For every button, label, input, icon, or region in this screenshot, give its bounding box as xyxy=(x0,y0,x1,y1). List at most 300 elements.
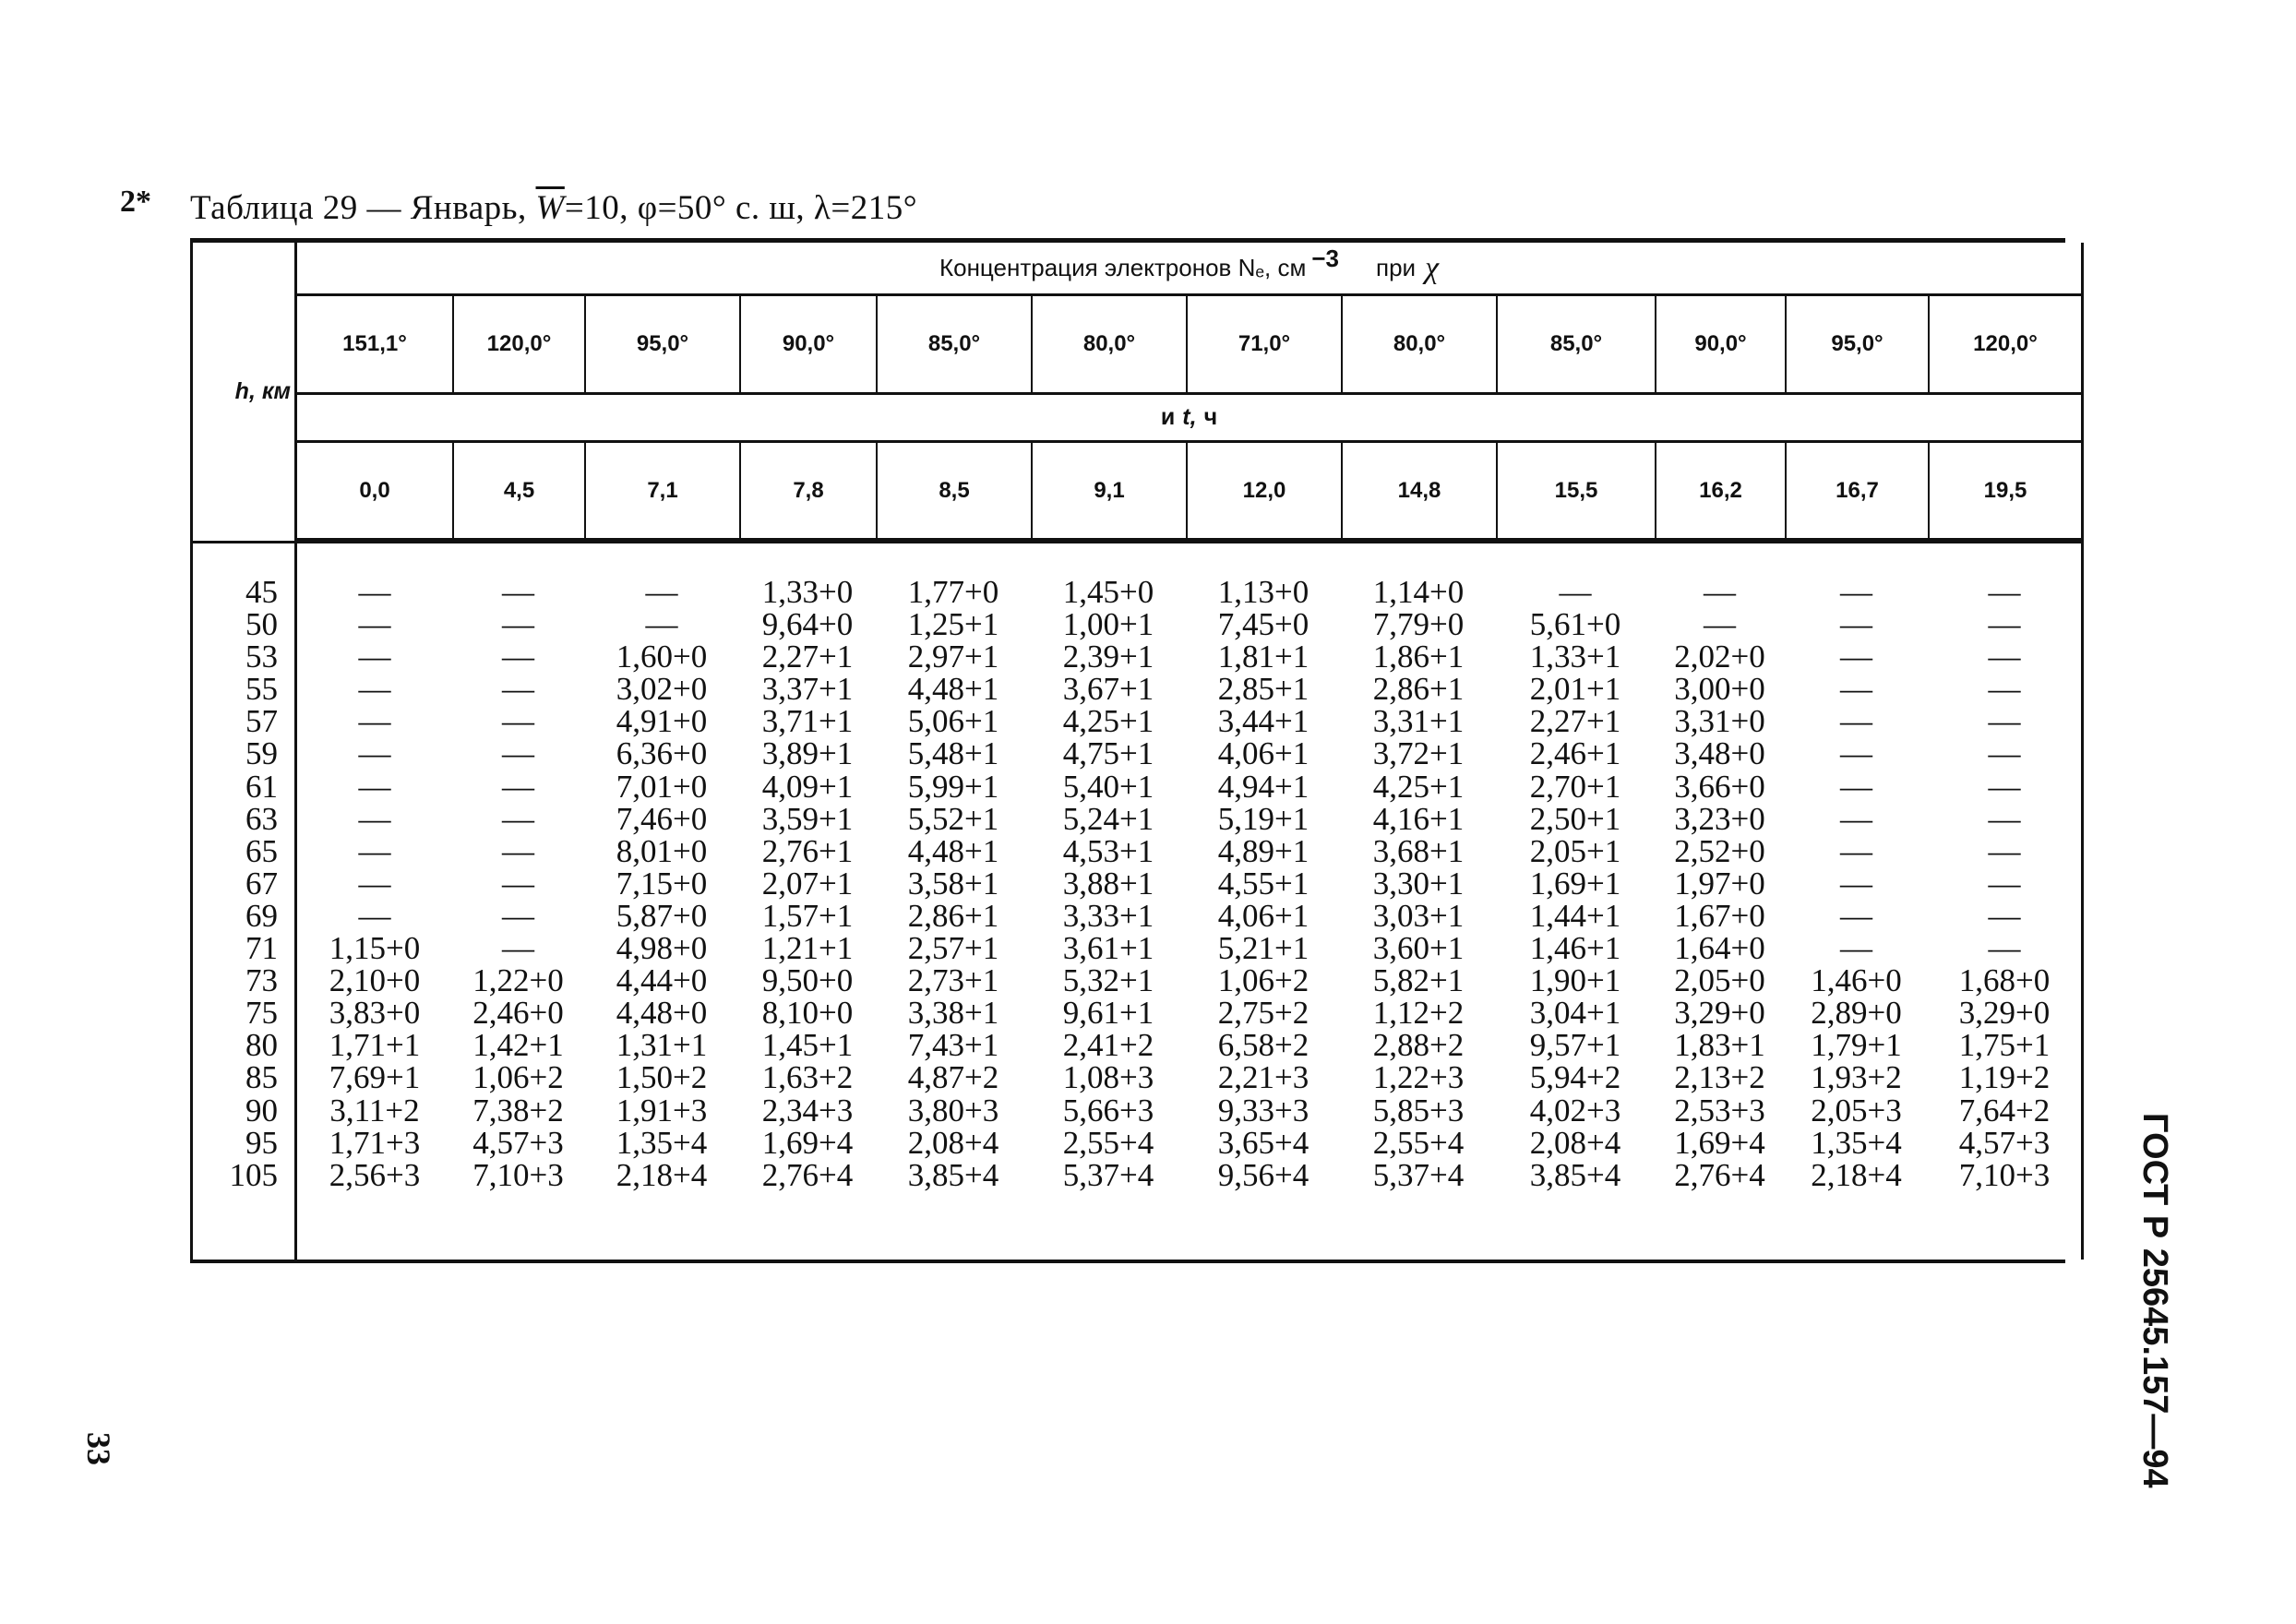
table-cell: 3,29+0 xyxy=(1674,995,1765,1032)
table-cell: 5,19+1 xyxy=(1217,800,1309,837)
table-cell: — xyxy=(358,606,391,643)
table-cell: 1,19+2 xyxy=(1958,1059,2051,1096)
page-number: 33 xyxy=(80,1432,117,1465)
table-cell: 2,86+1 xyxy=(907,897,999,934)
table-cell: 3,83+0 xyxy=(329,995,421,1032)
table-cell: — xyxy=(1988,639,2021,675)
table-cell: 1,35+4 xyxy=(1811,1124,1902,1161)
height-cell: 55 xyxy=(245,671,278,708)
time-header xyxy=(297,395,2084,443)
table-cell: 2,41+2 xyxy=(1062,1027,1154,1064)
table-cell: 4,98+0 xyxy=(616,930,708,967)
table-cell: 2,52+0 xyxy=(1674,832,1765,869)
table-cell: 5,87+0 xyxy=(616,897,708,934)
table-cell: 3,60+1 xyxy=(1372,930,1465,967)
table-cell: 4,25+1 xyxy=(1372,768,1465,805)
table-cell: — xyxy=(1988,865,2021,902)
table-cell: — xyxy=(1840,639,1872,675)
table-cell: 3,37+1 xyxy=(761,671,854,708)
table-cell: 7,64+2 xyxy=(1958,1092,2051,1128)
table-cell: 9,57+1 xyxy=(1529,1027,1621,1064)
table-cell: 2,01+1 xyxy=(1529,671,1621,708)
data-column xyxy=(452,576,584,1191)
table-cell: 3,58+1 xyxy=(907,865,999,902)
data-column xyxy=(1928,576,2084,1191)
concentration-exponent: −3 xyxy=(1311,245,1339,272)
time-header-cell: 7,1 xyxy=(584,443,739,541)
height-column-header: h, км xyxy=(190,243,297,541)
table-cell: 7,69+1 xyxy=(329,1059,421,1096)
data-column xyxy=(584,576,739,1191)
chi-header-cell: 151,1° xyxy=(297,296,452,395)
table-bottom-spacer xyxy=(190,1191,297,1260)
table-cell: 1,06+2 xyxy=(472,1059,564,1096)
table-cell: 1,71+1 xyxy=(329,1027,421,1064)
table-cell: 7,46+0 xyxy=(616,800,708,837)
table-cell: 4,53+1 xyxy=(1062,832,1154,869)
table-cell: 1,15+0 xyxy=(329,930,421,967)
table-cell: 7,79+0 xyxy=(1372,606,1465,643)
table-cell: 7,15+0 xyxy=(616,865,708,902)
time-header-cell: 4,5 xyxy=(452,443,584,541)
table-cell: 2,70+1 xyxy=(1529,768,1621,805)
table-cell: 9,50+0 xyxy=(761,962,854,999)
table-cell: 1,46+1 xyxy=(1529,930,1621,967)
table-cell: 1,25+1 xyxy=(907,606,999,643)
table-cell: — xyxy=(502,865,534,902)
data-column xyxy=(297,576,452,1191)
data-column xyxy=(876,576,1031,1191)
table-cell: 3,71+1 xyxy=(761,703,854,740)
table-cell: 5,06+1 xyxy=(907,703,999,740)
table-cell: 2,53+3 xyxy=(1674,1092,1765,1128)
height-cell: 53 xyxy=(245,639,278,675)
table-cell: 9,64+0 xyxy=(761,606,854,643)
height-cell: 67 xyxy=(245,865,278,902)
table-cell: 3,23+0 xyxy=(1674,800,1765,837)
table-cell: 9,61+1 xyxy=(1062,995,1154,1032)
table-cell: — xyxy=(1988,606,2021,643)
time-header-cell: 12,0 xyxy=(1186,443,1341,541)
table-cell: 3,67+1 xyxy=(1062,671,1154,708)
table-cell: 3,31+1 xyxy=(1372,703,1465,740)
table-cell: 1,90+1 xyxy=(1529,962,1621,999)
table-cell: 1,50+2 xyxy=(616,1059,708,1096)
table-cell: 3,65+4 xyxy=(1217,1124,1309,1161)
table-cell: 5,48+1 xyxy=(907,735,999,772)
table-cell: 4,48+1 xyxy=(907,671,999,708)
table-cell: 2,10+0 xyxy=(329,962,421,999)
table-cell: 3,80+3 xyxy=(907,1092,999,1128)
table-cell: 2,34+3 xyxy=(761,1092,854,1128)
table-cell: — xyxy=(1840,606,1872,643)
table-cell: 5,52+1 xyxy=(907,800,999,837)
table-cell: 6,58+2 xyxy=(1217,1027,1309,1064)
table-cell: — xyxy=(1559,574,1592,610)
data-column xyxy=(1496,576,1655,1191)
table-cell: — xyxy=(1704,574,1736,610)
table-cell: 4,06+1 xyxy=(1217,735,1309,772)
table-cell: 3,85+4 xyxy=(907,1156,999,1193)
height-cell: 95 xyxy=(245,1124,278,1161)
table-cell: 1,69+4 xyxy=(761,1124,854,1161)
table-cell: — xyxy=(1988,768,2021,805)
table-cell: 2,56+3 xyxy=(329,1156,421,1193)
table-cell: 7,10+3 xyxy=(1958,1156,2051,1193)
table-cell: — xyxy=(1988,930,2021,967)
and-label: и xyxy=(1160,404,1176,430)
header-body-gap xyxy=(297,541,2084,576)
time-header-cell: 16,7 xyxy=(1785,443,1928,541)
table-cell: 1,31+1 xyxy=(616,1027,708,1064)
table-cell: — xyxy=(645,574,678,610)
concentration-header xyxy=(297,243,2084,296)
table-cell: 4,09+1 xyxy=(761,768,854,805)
table-cell: 5,85+3 xyxy=(1372,1092,1465,1128)
table-cell: — xyxy=(1988,832,2021,869)
table-bottom-spacer xyxy=(297,1191,2084,1260)
chi-header-cell: 90,0° xyxy=(1655,296,1785,395)
table-cell: 7,38+2 xyxy=(472,1092,564,1128)
table-cell: 1,44+1 xyxy=(1529,897,1621,934)
height-cell: 80 xyxy=(245,1027,278,1064)
table-cell: 5,37+4 xyxy=(1062,1156,1154,1193)
table-cell: 7,01+0 xyxy=(616,768,708,805)
data-table xyxy=(190,238,2065,1263)
table-cell: 8,10+0 xyxy=(761,995,854,1032)
table-cell: 3,89+1 xyxy=(761,735,854,772)
table-title-prefix: Таблица 29 — Январь, xyxy=(190,189,536,227)
table-cell: 2,13+2 xyxy=(1674,1059,1765,1096)
table-cell: 3,00+0 xyxy=(1674,671,1765,708)
table-cell: 4,57+3 xyxy=(472,1124,564,1161)
height-column xyxy=(190,576,297,1191)
data-column xyxy=(1186,576,1341,1191)
table-cell: 3,48+0 xyxy=(1674,735,1765,772)
table-cell: 2,75+2 xyxy=(1217,995,1309,1032)
chi-header-cell: 95,0° xyxy=(1785,296,1928,395)
table-cell: 1,79+1 xyxy=(1811,1027,1902,1064)
table-cell: 5,94+2 xyxy=(1529,1059,1621,1096)
table-cell: 2,76+4 xyxy=(1674,1156,1765,1193)
table-cell: 3,33+1 xyxy=(1062,897,1154,934)
table-cell: — xyxy=(502,703,534,740)
table-cell: 3,85+4 xyxy=(1529,1156,1621,1193)
table-cell: 2,18+4 xyxy=(616,1156,708,1193)
table-cell: 7,43+1 xyxy=(907,1027,999,1064)
table-cell: 9,56+4 xyxy=(1217,1156,1309,1193)
table-cell: 3,02+0 xyxy=(616,671,708,708)
table-cell: 2,39+1 xyxy=(1062,639,1154,675)
table-cell: 3,88+1 xyxy=(1062,865,1154,902)
table-cell: 1,00+1 xyxy=(1062,606,1154,643)
table-cell: — xyxy=(1840,897,1872,934)
table-cell: 1,57+1 xyxy=(761,897,854,934)
table-cell: 2,27+1 xyxy=(1529,703,1621,740)
table-cell: 1,33+1 xyxy=(1529,639,1621,675)
hours-label: ч xyxy=(1203,404,1218,430)
time-header-cell: 9,1 xyxy=(1031,443,1186,541)
table-cell: 2,85+1 xyxy=(1217,671,1309,708)
chi-header-cell: 80,0° xyxy=(1031,296,1186,395)
height-cell: 45 xyxy=(245,574,278,610)
table-cell: 2,50+1 xyxy=(1529,800,1621,837)
table-cell: — xyxy=(358,703,391,740)
table-cell: 5,61+0 xyxy=(1529,606,1621,643)
table-title xyxy=(190,188,917,228)
chi-header-cell: 90,0° xyxy=(739,296,876,395)
table-cell: 2,88+2 xyxy=(1372,1027,1465,1064)
data-column xyxy=(1341,576,1496,1191)
table-cell: — xyxy=(1704,606,1736,643)
table-cell: — xyxy=(502,606,534,643)
table-cell: — xyxy=(502,768,534,805)
table-cell: 2,05+1 xyxy=(1529,832,1621,869)
table-cell: 2,46+0 xyxy=(472,995,564,1032)
height-cell: 59 xyxy=(245,735,278,772)
table-cell: — xyxy=(1840,930,1872,967)
table-cell: 3,29+0 xyxy=(1958,995,2051,1032)
table-cell: 1,68+0 xyxy=(1958,962,2051,999)
height-cell: 61 xyxy=(245,768,278,805)
table-cell: — xyxy=(1988,574,2021,610)
table-cell: — xyxy=(645,606,678,643)
chi-header-cell: 85,0° xyxy=(876,296,1031,395)
table-cell: — xyxy=(358,832,391,869)
height-cell: 57 xyxy=(245,703,278,740)
table-cell: 3,44+1 xyxy=(1217,703,1309,740)
table-cell: 4,94+1 xyxy=(1217,768,1309,805)
chi-header-cell: 80,0° xyxy=(1341,296,1496,395)
table-cell: 3,61+1 xyxy=(1062,930,1154,967)
table-cell: 3,38+1 xyxy=(907,995,999,1032)
table-cell: 1,35+4 xyxy=(616,1124,708,1161)
table-cell: 2,05+3 xyxy=(1811,1092,1902,1128)
table-cell: 1,71+3 xyxy=(329,1124,421,1161)
table-cell: — xyxy=(1988,671,2021,708)
table-title-params: =10, φ=50° с. ш, λ=215° xyxy=(564,189,917,227)
table-cell: 1,91+3 xyxy=(616,1092,708,1128)
table-cell: 2,08+4 xyxy=(907,1124,999,1161)
table-cell: 1,86+1 xyxy=(1372,639,1465,675)
table-cell: 6,36+0 xyxy=(616,735,708,772)
table-cell: — xyxy=(502,832,534,869)
table-cell: 4,48+0 xyxy=(616,995,708,1032)
table-cell: 3,03+1 xyxy=(1372,897,1465,934)
table-cell: 2,02+0 xyxy=(1674,639,1765,675)
height-cell: 71 xyxy=(245,930,278,967)
table-cell: 5,32+1 xyxy=(1062,962,1154,999)
table-cell: 7,10+3 xyxy=(472,1156,564,1193)
time-header-cell: 14,8 xyxy=(1341,443,1496,541)
table-cell: 4,89+1 xyxy=(1217,832,1309,869)
table-cell: — xyxy=(1988,703,2021,740)
table-cell: 5,66+3 xyxy=(1062,1092,1154,1128)
table-cell: 3,31+0 xyxy=(1674,703,1765,740)
height-cell: 65 xyxy=(245,832,278,869)
table-cell: 2,76+1 xyxy=(761,832,854,869)
table-cell: — xyxy=(358,639,391,675)
table-cell: 1,33+0 xyxy=(761,574,854,610)
height-cell: 50 xyxy=(245,606,278,643)
table-cell: — xyxy=(1840,800,1872,837)
table-cell: 4,75+1 xyxy=(1062,735,1154,772)
chi-header-cell: 120,0° xyxy=(1928,296,2084,395)
concentration-label: Концентрация электронов Nₑ, см xyxy=(939,254,1307,281)
table-cell: 3,04+1 xyxy=(1529,995,1621,1032)
chi-symbol: χ xyxy=(1425,250,1440,285)
table-cell: 1,75+1 xyxy=(1958,1027,2051,1064)
table-cell: 1,45+1 xyxy=(761,1027,854,1064)
table-cell: — xyxy=(502,735,534,772)
table-cell: 4,02+3 xyxy=(1529,1092,1621,1128)
table-cell: 2,46+1 xyxy=(1529,735,1621,772)
table-cell: 5,24+1 xyxy=(1062,800,1154,837)
table-cell: — xyxy=(502,639,534,675)
table-cell: 1,22+3 xyxy=(1372,1059,1465,1096)
chi-header-cell: 120,0° xyxy=(452,296,584,395)
table-cell: — xyxy=(358,800,391,837)
height-cell: 73 xyxy=(245,962,278,999)
table-cell: 4,44+0 xyxy=(616,962,708,999)
table-title-w: $\overline{W}$ xyxy=(535,189,565,227)
table-cell: — xyxy=(358,735,391,772)
table-cell: 4,06+1 xyxy=(1217,897,1309,934)
data-column xyxy=(1785,576,1928,1191)
table-cell: 4,91+0 xyxy=(616,703,708,740)
height-cell: 75 xyxy=(245,995,278,1032)
height-cell: 90 xyxy=(245,1092,278,1128)
table-cell: 1,69+4 xyxy=(1674,1124,1765,1161)
table-cell: — xyxy=(358,768,391,805)
table-cell: 1,64+0 xyxy=(1674,930,1765,967)
table-cell: 1,13+0 xyxy=(1217,574,1309,610)
table-cell: 5,82+1 xyxy=(1372,962,1465,999)
table-cell: 1,63+2 xyxy=(761,1059,854,1096)
corner-mark: 2* xyxy=(120,185,151,219)
table-cell: — xyxy=(1988,735,2021,772)
table-cell: 2,86+1 xyxy=(1372,671,1465,708)
table-cell: 3,68+1 xyxy=(1372,832,1465,869)
table-cell: 1,45+0 xyxy=(1062,574,1154,610)
table-cell: 2,73+1 xyxy=(907,962,999,999)
table-cell: — xyxy=(1840,832,1872,869)
table-cell: 2,21+3 xyxy=(1217,1059,1309,1096)
table-cell: — xyxy=(1840,735,1872,772)
table-cell: 2,57+1 xyxy=(907,930,999,967)
table-cell: — xyxy=(358,671,391,708)
table-cell: — xyxy=(1840,574,1872,610)
table-cell: 1,22+0 xyxy=(472,962,564,999)
table-cell: — xyxy=(502,800,534,837)
table-cell: 1,14+0 xyxy=(1372,574,1465,610)
table-cell: — xyxy=(1988,897,2021,934)
table-cell: 5,21+1 xyxy=(1217,930,1309,967)
table-cell: 4,48+1 xyxy=(907,832,999,869)
table-cell: 2,55+4 xyxy=(1062,1124,1154,1161)
table-cell: — xyxy=(358,897,391,934)
table-cell: 5,99+1 xyxy=(907,768,999,805)
table-cell: 2,76+4 xyxy=(761,1156,854,1193)
table-cell: 5,37+4 xyxy=(1372,1156,1465,1193)
data-column xyxy=(1031,576,1186,1191)
height-cell: 63 xyxy=(245,800,278,837)
table-cell: 3,11+2 xyxy=(329,1092,420,1128)
table-cell: — xyxy=(358,574,391,610)
chi-header-cell: 95,0° xyxy=(584,296,739,395)
table-cell: 1,06+2 xyxy=(1217,962,1309,999)
chi-header-cell: 85,0° xyxy=(1496,296,1655,395)
table-cell: 1,12+2 xyxy=(1372,995,1465,1032)
time-header-cell: 19,5 xyxy=(1928,443,2084,541)
table-cell: — xyxy=(1840,671,1872,708)
table-cell: 2,18+4 xyxy=(1811,1156,1902,1193)
table-cell: 2,97+1 xyxy=(907,639,999,675)
table-cell: 2,27+1 xyxy=(761,639,854,675)
table-cell: 1,46+0 xyxy=(1811,962,1902,999)
table-cell: — xyxy=(502,574,534,610)
table-cell: 1,60+0 xyxy=(616,639,708,675)
table-cell: 4,57+3 xyxy=(1958,1124,2051,1161)
time-header-cell: 7,8 xyxy=(739,443,876,541)
table-cell: 2,89+0 xyxy=(1811,995,1902,1032)
table-cell: 2,05+0 xyxy=(1674,962,1765,999)
data-column xyxy=(739,576,876,1191)
table-cell: 5,40+1 xyxy=(1062,768,1154,805)
table-cell: 9,33+3 xyxy=(1217,1092,1309,1128)
table-cell: 2,08+4 xyxy=(1529,1124,1621,1161)
table-cell: 3,59+1 xyxy=(761,800,854,837)
table-cell: 7,45+0 xyxy=(1217,606,1309,643)
table-cell: 3,66+0 xyxy=(1674,768,1765,805)
table-cell: — xyxy=(1840,768,1872,805)
height-cell: 85 xyxy=(245,1059,278,1096)
header-body-gap xyxy=(190,541,297,576)
table-cell: 1,08+3 xyxy=(1062,1059,1154,1096)
table-cell: 1,97+0 xyxy=(1674,865,1765,902)
table-cell: — xyxy=(1840,703,1872,740)
table-cell: — xyxy=(502,930,534,967)
table-cell: 1,69+1 xyxy=(1529,865,1621,902)
height-cell: 69 xyxy=(245,897,278,934)
table-cell: 4,87+2 xyxy=(907,1059,999,1096)
table-cell: 8,01+0 xyxy=(616,832,708,869)
table-cell: 1,83+1 xyxy=(1674,1027,1765,1064)
table-cell: 1,93+2 xyxy=(1811,1059,1902,1096)
time-header-cell: 8,5 xyxy=(876,443,1031,541)
table-cell: — xyxy=(1988,800,2021,837)
table-cell: 2,55+4 xyxy=(1372,1124,1465,1161)
table-cell: 1,77+0 xyxy=(907,574,999,610)
table-cell: 4,16+1 xyxy=(1372,800,1465,837)
t-label: t, xyxy=(1182,404,1197,430)
time-header-cell: 0,0 xyxy=(297,443,452,541)
table-cell: — xyxy=(1840,865,1872,902)
table-cell: — xyxy=(358,865,391,902)
table-cell: 2,07+1 xyxy=(761,865,854,902)
table-cell: 1,81+1 xyxy=(1217,639,1309,675)
height-cell: 105 xyxy=(229,1156,278,1193)
document-id: ГОСТ Р 25645.157—94 xyxy=(2135,1113,2174,1488)
table-cell: 3,72+1 xyxy=(1372,735,1465,772)
table-cell: 4,55+1 xyxy=(1217,865,1309,902)
chi-header-cell: 71,0° xyxy=(1186,296,1341,395)
table-cell: 1,67+0 xyxy=(1674,897,1765,934)
table-cell: 3,30+1 xyxy=(1372,865,1465,902)
time-header-cell: 16,2 xyxy=(1655,443,1785,541)
table-cell: 4,25+1 xyxy=(1062,703,1154,740)
table-cell: — xyxy=(502,671,534,708)
